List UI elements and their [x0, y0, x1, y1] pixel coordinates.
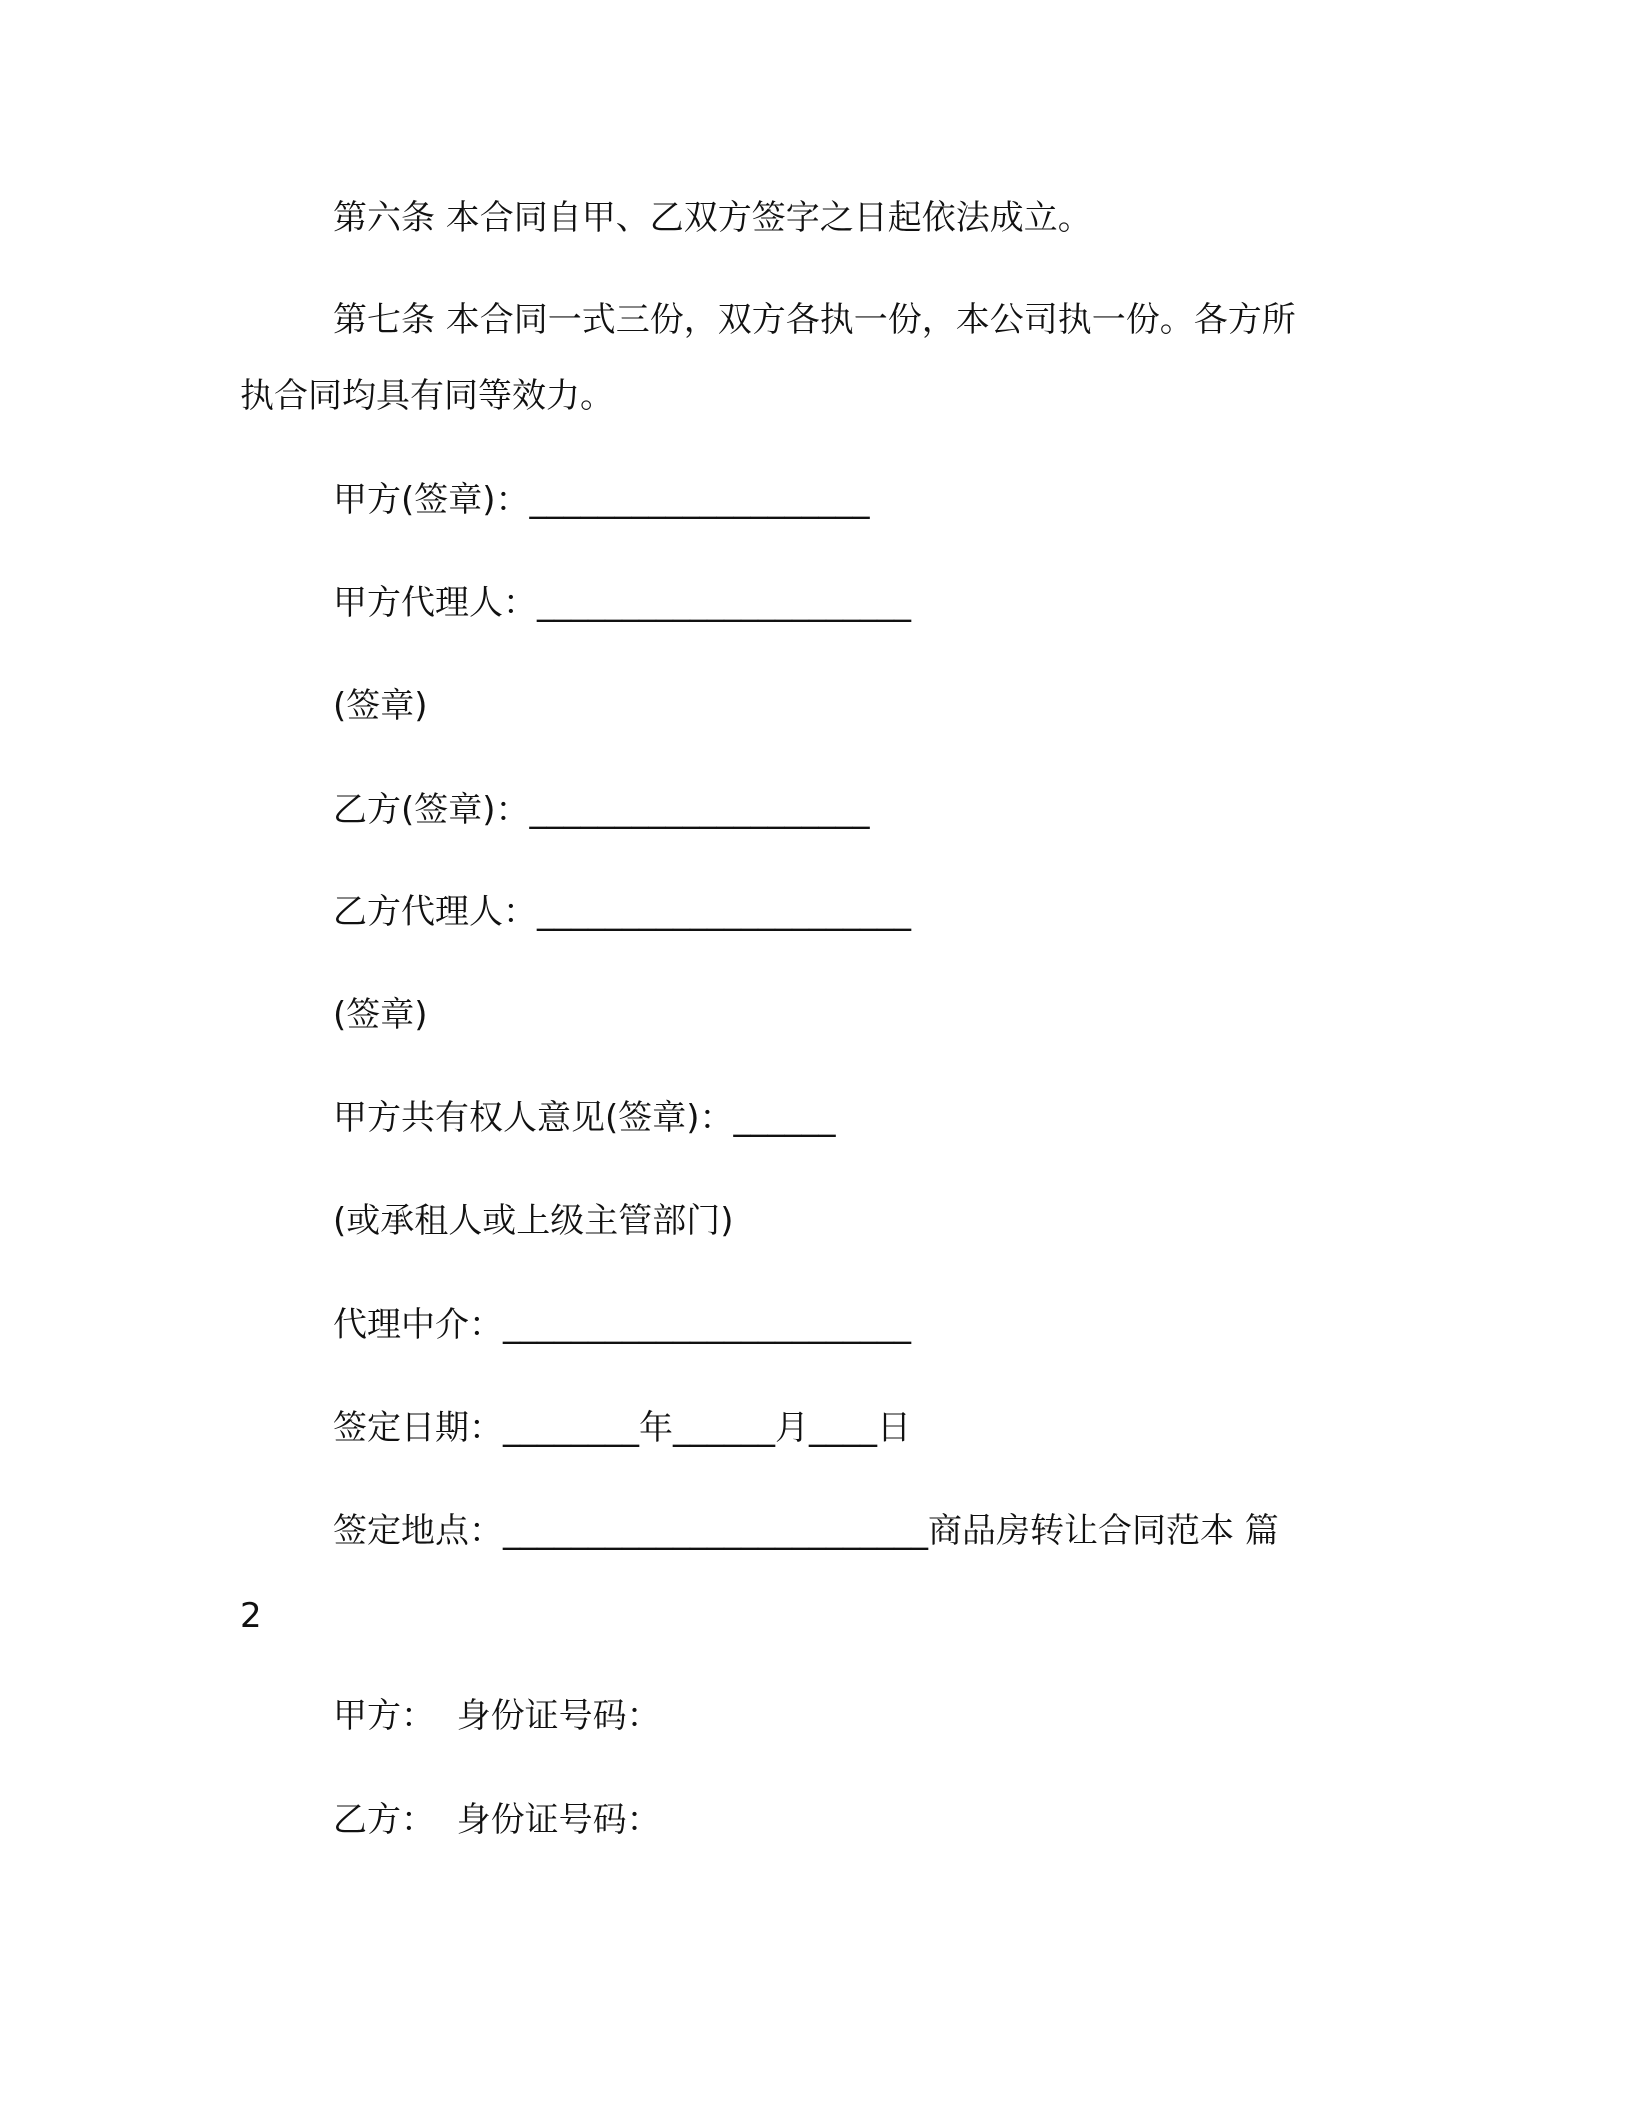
party-a-id-field: 甲方： 身份证号码：	[333, 1696, 661, 1736]
agency-field: 代理中介：________________________	[333, 1305, 911, 1345]
party-b-agent-seal-note: (签章)	[333, 995, 428, 1035]
party-b-signature-field: 乙方(签章)：____________________	[333, 790, 870, 830]
article-seven-continued: 执合同均具有同等效力。	[240, 376, 614, 416]
party-a-agent-seal-note: (签章)	[333, 686, 428, 726]
signing-date-field: 签定日期：________年______月____日	[333, 1408, 911, 1448]
co-owner-opinion-field: 甲方共有权人意见(签章)：______	[333, 1098, 836, 1138]
article-six: 第六条 本合同自甲、乙双方签字之日起依法成立。	[333, 198, 1092, 238]
party-b-agent-field: 乙方代理人：______________________	[333, 892, 911, 932]
section-number: 2	[240, 1596, 262, 1636]
signing-place-field: 签定地点：_________________________商品房转让合同范本 篇	[333, 1511, 1279, 1551]
party-b-id-field: 乙方： 身份证号码：	[333, 1800, 661, 1840]
article-seven: 第七条 本合同一式三份，双方各执一份，本公司执一份。各方所	[333, 300, 1296, 340]
party-a-agent-field: 甲方代理人：______________________	[333, 583, 911, 623]
co-owner-alternative-note: (或承租人或上级主管部门)	[333, 1201, 734, 1241]
party-a-signature-field: 甲方(签章)：____________________	[333, 480, 870, 520]
